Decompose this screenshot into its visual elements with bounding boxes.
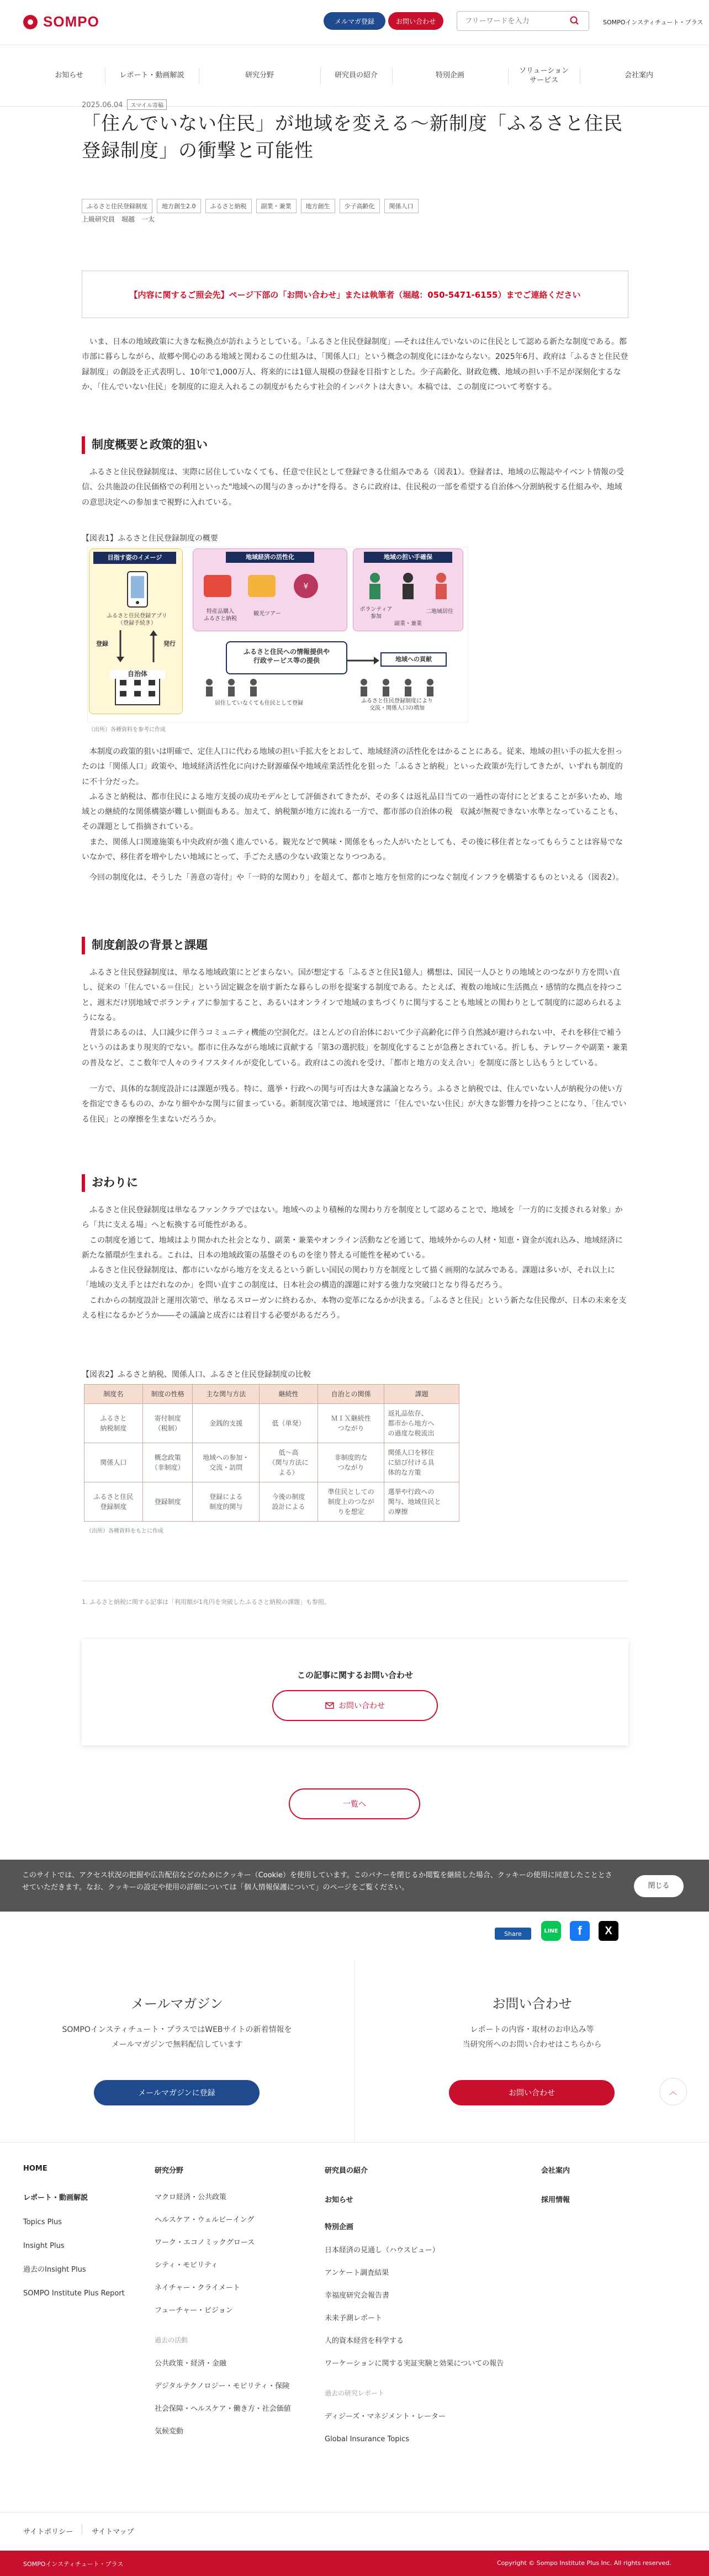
figure1-caption: 【図表1】ふるさと住民登録制度の概要 <box>82 534 218 543</box>
nav-item-researchers[interactable]: 研究員の紹介 <box>334 71 378 80</box>
keyword-tag[interactable]: 副業・兼業 <box>256 199 297 213</box>
footer-link[interactable]: レポート・動画解説 <box>23 2194 88 2202</box>
footer-group-label: 過去の研究レポート <box>325 2389 385 2397</box>
footer-col-4 <box>541 2165 652 2204</box>
scroll-top-icon[interactable]: ︿ <box>659 2078 687 2105</box>
contact-title: お問い合わせ <box>492 1996 572 2012</box>
footer-link[interactable]: 採用情報 <box>541 2196 570 2204</box>
global-nav <box>0 46 709 107</box>
footer-link[interactable]: デジタルテクノロジー・モビリティ・保険 <box>155 2382 290 2390</box>
contact-card-title: この記事に関するお問い合わせ <box>297 1670 413 1680</box>
newsletter-panel <box>0 1960 354 2142</box>
line-icon[interactable]: LINE <box>541 1921 561 1941</box>
footer-link[interactable]: ワーケーションに関する実証実験と効果についての報告 <box>325 2359 504 2368</box>
table-header: 主な関与方法 <box>193 1385 260 1404</box>
keyword-tag[interactable]: ふるさと納税 <box>205 199 252 213</box>
contact-text: レポートの内容・取材のお申込み等 当研究所へのお問い合わせはこちらから <box>462 2025 602 2049</box>
figure2-caption: 【図表2】ふるさと納税、関係人口、ふるさと住民登録制度の比較 <box>82 1370 311 1379</box>
table-row: ふるさと住民 登録制度 登録制度 登録による 制度的関与 今後の制度 設計による 準住民としての 制度上のつなが りを想定 選挙や行政への 関与、地域住民と の摩擦 <box>84 1482 459 1522</box>
footer-bar <box>0 2551 709 2576</box>
intro-paragraph: いま、日本の地域政策に大きな転換点が訪れようとしている。「ふるさと住民登録制度」―それは住んでいないのに住民として認める新たな制度である。都市部に暮らしながら、故郷や関心のある地域と関わるこの仕組みは、「関係人口」という概念の制度化にほかならない。2025年6月、政府は「ふるさと住民登録制度」の創設を正式表明し、10年で1,000万人、将来的には1億人規模の登録を目指すとした。少子高齢化、財政危機、地域の担い手不足が深刻化するなか、「住んでいない住民」を制度的に迎え入れるこの制度がもたらす社会的インパクトは大きい。本稿では、この制度について考察する。 <box>82 337 628 392</box>
section-heading-conclusion: おわりに <box>82 1174 628 1192</box>
mail-magazine-button[interactable]: メルマガ登録 <box>324 12 385 30</box>
section-heading-background: 制度創設の背景と課題 <box>82 937 628 954</box>
workforce-icons <box>358 569 458 603</box>
policy-paragraphs: 本制度の政策的狙いは明確で、定住人口に代わる地域の担い手拡大をとおして、地域経済の活性化をはかることにある。従来、地域の担い手の拡大を担ったのは「関係人口」政策や、地域経済活性化に向けた財源確保や地域産業活性化を狙った「ふるさと納税」といった政策が先行してきたが、いずれも制度的に不十分だった。 ふるさと納税は、都市住民による地方支援の成功モデルとして評価されてきたが、その多くは返礼品目当ての一過性の寄付にとどまることが多いため、地域との継続的な関係構築が難しい側面もある。加えて、納税額が地方に流れる一方で、都市部の自治体の税 収減が無視できない水準となっていることも、その課題として指摘されている。 また、関係人口関連施策も中央政府が強く進んでいる。観光などで興味・関係をもった人がいたとしても、その後に移住者となってもらうことは容易でないなかで、移住者を増やしたい地域にとって、手ごたえ感の少ない政策となりつつある。 今回の制度化は、そうした「善意の寄付」や「一時的な関わり」を超えて、都市と地方を恒常的につなぐ制度インフラを構築するものといえる（図表2）。 <box>82 747 624 883</box>
fig1-service-label: ふるさと住民への情報提供や 行政サービス等の提供 <box>243 648 330 664</box>
back-to-list-button[interactable]: 一覧へ <box>289 1788 420 1819</box>
site-header <box>0 0 709 45</box>
article-contact-card <box>82 1639 628 1745</box>
footer-links <box>0 2142 709 2495</box>
fig1-app-label: ふるさと住民登録アプリ （登録手続き） <box>107 613 167 626</box>
inquiry-notice: 【内容に関するご照会先】ページ下部の「お問い合わせ」または執筆者（堀越：050-5471-6155）までご連絡ください <box>82 271 628 318</box>
fig1-register-label: 登録 <box>96 640 108 647</box>
section-heading-overview: 制度概要と政策的狙い <box>82 436 628 454</box>
cookie-close-button[interactable]: 閉じる <box>634 1875 684 1897</box>
fig1-bottom-a: 居住していなくても住民として登録 <box>215 700 303 706</box>
fig1-dual-label: 二地域居住 <box>426 609 453 615</box>
nav-item-solutions[interactable]: ソリューション サービス <box>518 66 569 85</box>
keyword-tag[interactable]: 地方創生 <box>301 199 335 213</box>
brand-logo[interactable] <box>23 13 99 30</box>
logo-text: SOMPO <box>43 13 99 30</box>
footer-link[interactable]: Topics Plus <box>23 2218 62 2226</box>
table-header: 自治との関係 <box>318 1385 384 1404</box>
site-policy-link[interactable]: サイトポリシー <box>23 2528 73 2536</box>
comparison-table <box>84 1384 631 1522</box>
keyword-tag[interactable]: ふるさと住民登録制度 <box>82 199 152 213</box>
footer-bar-brand: SOMPOインスティチュート・プラス <box>23 2561 124 2568</box>
table-header: 継続性 <box>260 1385 318 1404</box>
newsletter-button[interactable]: メールマガジンに登録 <box>94 2080 260 2105</box>
nav-item-reports[interactable]: レポート・動画解説 <box>119 71 184 80</box>
footer-link[interactable]: 未来予測レポート <box>325 2314 383 2322</box>
x-icon[interactable]: X <box>599 1921 618 1941</box>
fig1-municipality-label: 自治体 <box>110 670 165 679</box>
footer-link[interactable]: フューチャー・ビジョン <box>155 2306 233 2315</box>
keyword-tag[interactable]: 少子高齢化 <box>340 199 380 213</box>
footer-link[interactable]: SOMPO Institute Plus Report <box>23 2289 125 2298</box>
footer-link[interactable]: ディジーズ・マネジメント・レーター <box>325 2413 446 2421</box>
footer-link[interactable]: ネイチャー・クライメート <box>155 2284 240 2292</box>
keyword-list <box>82 199 628 213</box>
figure1-diagram <box>87 547 468 722</box>
footer-link[interactable]: 研究分野 <box>155 2167 184 2175</box>
table-row: ふるさと 納税制度 寄付制度 （税制） 金銭的支援 低（単発） ＭＩＸ継続性 つながり 返礼品依存、 都市から地方へ の過度な税流出 <box>84 1404 459 1443</box>
overview-paragraph: ふるさと住民登録制度は、実際に居住していなくても、任意で住民として登録できる仕組みである（図表1）。登録者は、地域の広報誌やイベント情報の受信、公共施設の住民価格での利用といった"地域への関与のきっかけ"を得る。さらに政府は、住民税の一部を希望する自治体へ分割納税する仕組みや、地域の意思決定への参加まで視野に入れている。 <box>82 468 624 507</box>
cookie-text: このサイトでは、アクセス状況の把握や広告配信などのためにクッキー（Cookie）を使用しています。このバナーを閉じるか閲覧を継続した場合、クッキーの使用に同意したこととさせていただきます。なお、クッキーの設定や使用の詳細については「個人情報保護について」のページをご覧ください。 <box>22 1871 612 1892</box>
nav-item-news[interactable]: お知らせ <box>55 71 83 80</box>
figure1-source: （出所）各種資料を参考に作成 <box>88 727 166 733</box>
footer-bottom-links <box>0 2512 709 2545</box>
footer-link[interactable]: 特別企画 <box>325 2223 354 2231</box>
background-paragraphs: ふるさと住民登録制度は、単なる地域政策にとどまらない。国が想定する「ふるさと住民1億人」構想は、国民一人ひとりの地域とのつながり方を問い直し、従来の「住んでいる＝住民」という固定観念を崩す新たな暮らしの形を提案する制度である。たとえば、複数の地域に生活拠点・感情的な拠点を持つこと、週末だけ別地域でボランティアに参加すること、あるいはオンラインで地域のまちづくりに関与することも地域との関わりとして制度的に認められるようになる。 背景にあるのは、人口減少に伴うコミュニティ機能の空洞化だ。ほとんどの自治体において少子高齢化に伴う自然減が避けられない中、それを移住で補うというのはあまり現実的でない。都市に住みながら地域に貢献する「第3の選択肢」を制度化することが急務とされている。折しも、テレワークや副業・兼業の普及など、ここ数年で人々のライフスタイルが変化している。政府はこの流れを受け、「都市と地方の支え合い」を制度に落とし込もうとしている。 一方で、具体的な制度設計には課題が残る。特に、選挙・行政への関与可否は大きな議論となろう。ふるさと納税では、住んでいない人が納税分の使い方を指定できるものの、かなり細やかな関与に留まっている。新制度次第では、地域運営に「住んでいない住民」が大きな影響力を持つことになり、「住んでいる住民」との摩擦を生まないだろうか。 <box>82 968 628 1124</box>
share-button[interactable]: Share <box>495 1928 531 1940</box>
footer-group-label: 過去の活動 <box>155 2336 188 2344</box>
keyword-tag[interactable]: 関係人口 <box>384 199 419 213</box>
logo-mark-icon <box>23 15 38 29</box>
people-row-icon <box>198 678 452 698</box>
fig1-volunteer-label: ボランティア 参加 <box>359 606 393 620</box>
contact-panel <box>355 1960 709 2142</box>
fig1-workforce-label: 地域の担い手確保 <box>364 552 452 563</box>
footer-link[interactable]: マクロ経済・公共政策 <box>155 2193 227 2202</box>
fig1-tour-label: 観光ツアー <box>253 611 281 617</box>
nav-item-special[interactable]: 特別企画 <box>435 71 464 80</box>
newsletter-text: SOMPOインスティチュート・プラスではWEBサイトの新着情報を メールマガジンで無料配信しています <box>62 2025 292 2049</box>
footer-link[interactable]: Insight Plus <box>23 2242 65 2250</box>
article-date: 2025.06.04 <box>82 101 123 109</box>
fig1-issue-label: 発行 <box>163 640 176 647</box>
fig1-furusato-label: 特産品購入 ふるさと納税 <box>204 609 237 622</box>
article-title-wrap <box>82 110 628 165</box>
footer-link[interactable]: 気候変動 <box>155 2427 184 2436</box>
table-header: 制度名 <box>84 1385 143 1404</box>
footer-col-2 <box>155 2165 320 2435</box>
footer-col-1 <box>23 2165 134 2297</box>
conclusion-paragraphs: ふるさと住民登録制度は単なるファンクラブではない。地域へのより積極的な関わり方を制度として認めることで、地域を「一方的に支援される対象」から「共に支える場」へと転換する可能性がある。 この制度を通じて、地域はより開かれた社会となり、副業・兼業やオンライン活動などを通じて、地域外からの人材・知恵・資金が流れ込み、地域経済に新たな循環が生まれる。これは、日本の地域政策の基盤そのものを塗り替える可能性を秘めている。 ふるさと住民登録制度は、都市にいながら地方を支えるという新しい国民の関わり方を制度として描く画期的な試みである。課題は多いが、それ以上に「地域の支え手とはだれなのか」を問い直すこの制度は、日本社会の構造的課題に対する強力な突破口となり得るだろう。 これからの制度設計と運用次第で、単なるスローガンに終わるか、本物の変革になるかが決まる。「ふるさと住民」という新たな住民像が、日本の未来を支える柱になるかどうか――その議論と成否には着目する必要があるだろう。 <box>82 1206 627 1321</box>
svg-text:¥: ¥ <box>303 582 309 591</box>
nav-item-research[interactable]: 研究分野 <box>245 71 274 80</box>
facebook-icon[interactable]: f <box>570 1921 590 1941</box>
copyright: Copyright © Sompo Institute Plus Inc. All rights reserved. <box>497 2559 671 2567</box>
fig1-goal-label: 目指す姿のイメージ <box>93 552 176 564</box>
footer-link[interactable]: ワーク・エコノミックグロース <box>155 2239 255 2247</box>
footer-link[interactable]: シティ・モビリティ <box>155 2261 218 2269</box>
fig1-side-job-label: 副業・兼業 <box>394 621 422 627</box>
corp-name: SOMPOインスティチュート・プラス <box>603 19 703 26</box>
footer-link[interactable]: 過去のInsight Plus <box>23 2266 86 2274</box>
sitemap-link[interactable]: サイトマップ <box>92 2528 134 2536</box>
table-header: 課題 <box>384 1385 459 1404</box>
fig1-economy-label: 地域経済の活性化 <box>226 552 314 563</box>
footer-link[interactable]: Global Insurance Topics <box>325 2435 409 2443</box>
footer-link[interactable]: 公共政策・経済・金融 <box>155 2359 227 2368</box>
footer-link[interactable]: 日本経済の見通し（ハウスビュー） <box>325 2246 440 2255</box>
footer-link[interactable]: ヘルスケア・ウェルビーイング <box>155 2216 255 2224</box>
nav-item-company[interactable]: 会社案内 <box>624 71 653 80</box>
fig1-contribution-label: 地域への貢献 <box>380 652 447 667</box>
footer-link[interactable]: 幸福度研究会報告書 <box>325 2292 390 2300</box>
footer-link[interactable]: 研究員の紹介 <box>325 2167 368 2175</box>
footnote[interactable]: 1. ふるさと納税に関する記事は「利用額が1兆円を突破したふるさと納税の課題」も参照。 <box>82 1598 330 1606</box>
article-contact-button[interactable]: お問い合わせ <box>272 1690 438 1721</box>
newsletter-title: メールマガジン <box>131 1996 223 2012</box>
footer-link[interactable]: 社会保障・ヘルスケア・働き方・社会価値 <box>155 2405 291 2413</box>
article-tag: スマイル寄稿 <box>127 99 167 110</box>
article-meta <box>82 99 628 110</box>
keyword-tag[interactable]: 地方創生2.0 <box>157 199 201 213</box>
fig1-bottom-b: ふるさと住民登録制度により 交流・関係人口の増加 <box>361 698 433 711</box>
footer-col-3 <box>325 2165 535 2443</box>
arrow-right-icon <box>347 652 380 669</box>
footer-link[interactable]: お知らせ <box>325 2196 353 2204</box>
smartphone-icon <box>121 569 154 619</box>
footer-link[interactable]: 人的資本経営を科学する <box>325 2337 404 2345</box>
footer-link[interactable]: 会社案内 <box>541 2167 570 2175</box>
page-title: 「住んでいない住民」が地域を変える〜新制度「ふるさと住民登録制度」の衝撃と可能性 <box>82 113 623 162</box>
footer-contact-button[interactable]: お問い合わせ <box>449 2080 615 2105</box>
table-row: 関係人口 概念政策 （非制度） 地域への参加・ 交流・訪問 低〜高 （関与方法に よる） 非制度的な つながり 関係人口を移住 に結び付ける具 体的な方策 <box>84 1443 459 1482</box>
footer-link[interactable]: HOME <box>23 2165 47 2173</box>
author[interactable]: 上級研究員 堀越 一太 <box>82 215 155 223</box>
table-header: 制度の性格 <box>142 1385 193 1404</box>
cookie-banner <box>0 1860 709 1912</box>
footer-link[interactable]: アンケート調査結果 <box>325 2269 389 2277</box>
mail-icon <box>325 1702 334 1709</box>
header-contact-button[interactable]: お問い合わせ <box>388 12 443 30</box>
economy-icons <box>198 569 342 603</box>
search-icon[interactable] <box>569 15 581 27</box>
footer-cta <box>0 1960 709 2142</box>
figure2-source: （出所）各種資料をもとに作成 <box>86 1528 163 1534</box>
